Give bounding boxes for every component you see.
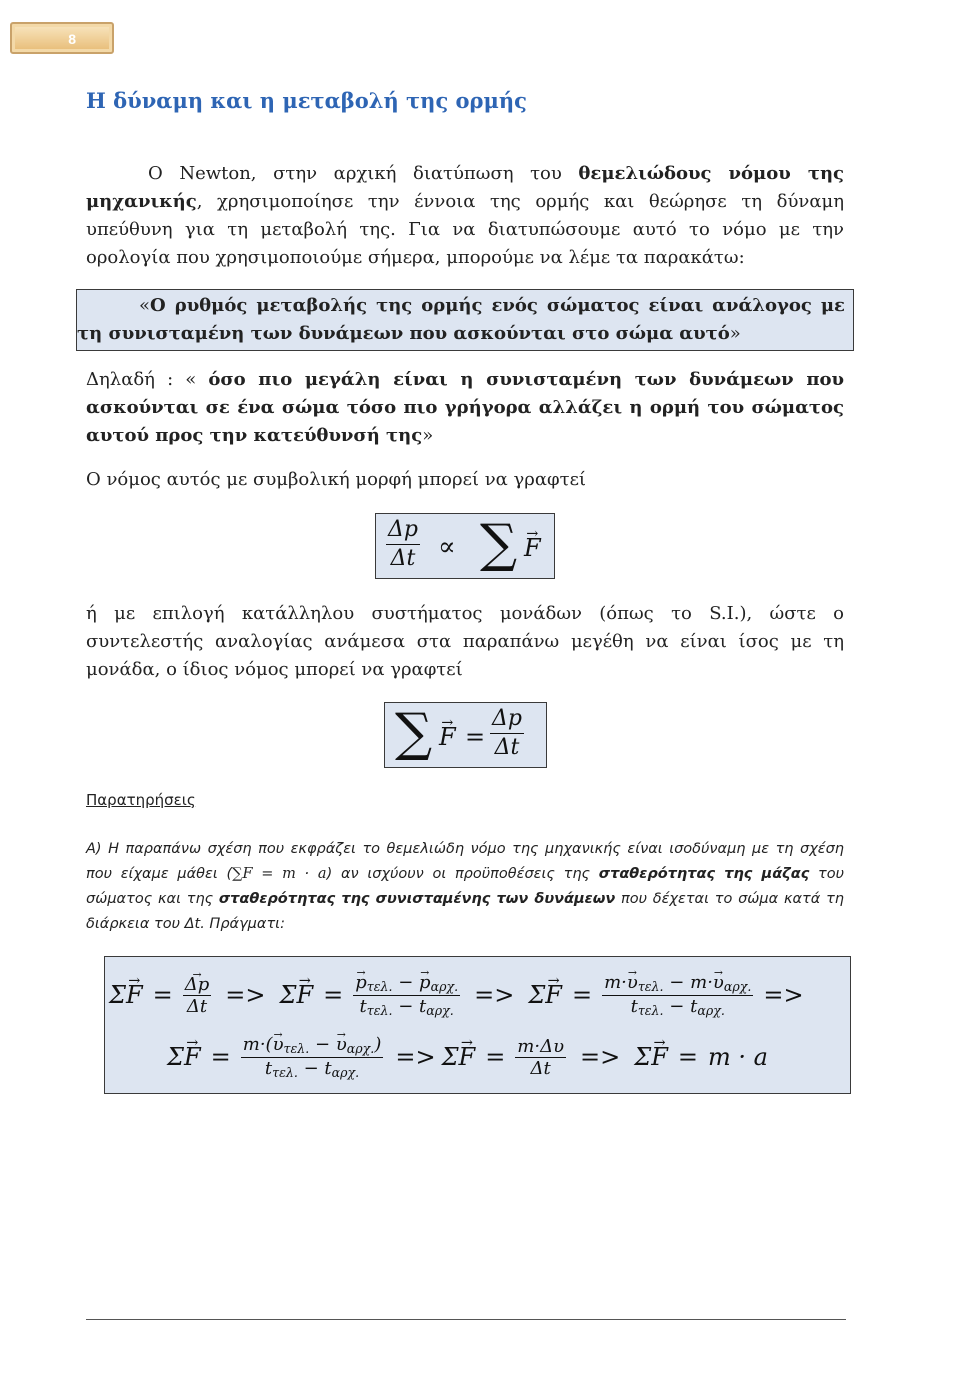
page-number: 8: [68, 31, 76, 47]
proportionality-formula: [375, 513, 555, 579]
page-number-badge: [10, 22, 114, 54]
force-vector: → F: [524, 534, 541, 562]
equals-sign: =: [465, 723, 486, 751]
proportional-symbol: ∝: [438, 532, 456, 562]
units-paragraph: ή με επιλογή κατάλληλου συστήματος μονάδων (όπως το S.I.), ώστε ο συντελεστής αναλογίας ανάμεσα στα παραπάνω μεγέθη να είναι ίσος με τη μονάδα, ο ίδιος νόμος μπορεί να γραφτεί: [86, 603, 844, 680]
rate-of-momentum-fraction: $\frac{\Delta p}{\Delta t}$: [388, 517, 418, 571]
newton-second-law-formula: [384, 702, 547, 768]
symbolic-intro: Ο νόμος αυτός με συμβολική μορφή μπορεί να γραφτεί: [86, 469, 586, 490]
force-vector: → F: [439, 723, 456, 751]
derivation-box: [104, 956, 851, 1094]
intro-paragraph: Ο Newton, στην αρχική διατύπωση του θεμελιώδους νόμου της μηχανικής, χρησιμοποίησε την έννοια της ορμής και θεώρησε τη δύναμη υπεύθυνη για τη μεταβολή της. Για να διατυπώσουμε αυτό το νόμο με την ορολογία που χρησιμοποιούμε σήμερα, μπορούμε να λέμε τα παρακάτω:: [86, 163, 844, 268]
meaning-paragraph: Δηλαδή : « όσο πιο μεγάλη είναι η συνισταμένη των δυνάμεων που ασκούνται σε ένα σώμα τόσο πιο γρήγορα αλλάζει η ορμή του σώματος αυτού προς την κατεύθυνσή της»: [86, 369, 844, 446]
notes-heading: Παρατηρήσεις: [86, 791, 196, 809]
rate-of-momentum-fraction: $\frac{\Delta p}{\Delta t}$: [492, 706, 522, 760]
sum-symbol: ∑: [395, 703, 433, 763]
note-a: Α) Η παραπάνω σχέση που εκφράζει το θεμελιώδη νόμο της μηχανικής είναι ισοδύναμη με τη σχέση που είχαμε μάθει (∑F = m · a) αν ισχύουν οι προϋποθέσεις της σταθερότητας της μάζας του σώματος και της σταθερότητας της συνισταμένης των δυνάμεων που δέχεται το σώμα κατά τη διάρκεια του Δt. Πράγματι:: [86, 841, 845, 932]
inline-formula: ∑F = m · a: [232, 866, 327, 882]
law-statement: «Ο ρυθμός μεταβολής της ορμής ενός σώματος είναι ανάλογος με τη συνισταμένη των δυνάμεων που ασκούνται στο σώμα αυτό»: [77, 295, 845, 344]
section-title: Η δύναμη και η μεταβολή της ορμής: [86, 88, 527, 113]
sum-symbol: ∑: [480, 514, 518, 574]
derivation-row-2: Σ → F = $\frac{m\cdot(\to \upsilon_{\tau\varepsilon\lambda.} - \to \upsilon_{\alpha\rho\chi.})}{t_{\tau\varepsilon\lambda.} - t_{\alpha\rho\chi.}}$ => Σ → F = $\frac{m\cdot\Delta\upsilon}{\Delta t}$ => Σ → F = m · a: [167, 1029, 768, 1085]
law-statement-box: [76, 289, 854, 351]
derivation-row-1: Σ → F = → $\frac{\Delta p}{\Delta t}$ => Σ → F = → $\frac{p_{\tau\varepsilon\lambda.} - \to p_{\alpha\rho\chi.}}{t_{\tau\varepsilon\lambda.} - t_{\alpha\rho\chi.}}$ => Σ → F = $\frac{m\cdot\to \upsilon_{\tau\varepsilon\lambda.} - m\cdot\to \upsilon_{\alpha\rho\chi.}}{t_{\tau\varepsilon\lambda.} - t_{\alpha\rho\chi.}}$ =>: [109, 967, 814, 1023]
footer-divider: [86, 1319, 846, 1320]
